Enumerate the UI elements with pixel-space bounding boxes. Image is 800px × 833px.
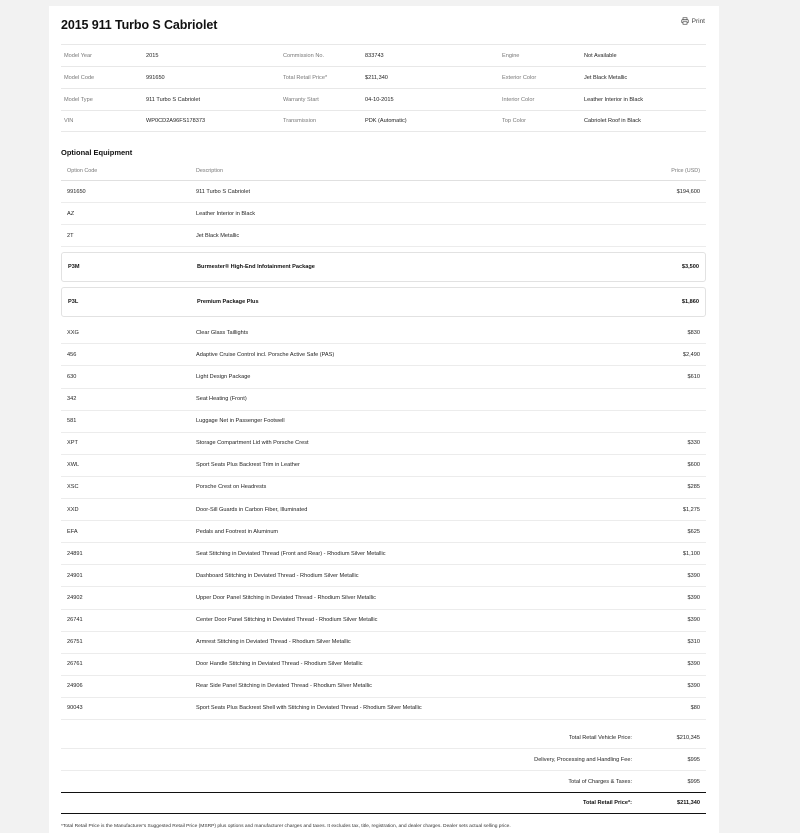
print-label: Print — [691, 17, 705, 25]
table-row — [61, 203, 706, 225]
spec-label: VIN — [64, 118, 74, 124]
option-code: 456 — [67, 351, 77, 358]
option-price: $3,500 — [681, 264, 699, 271]
option-description: Dashboard Stitching in Deviated Thread - Rhodium Silver Metallic — [196, 572, 359, 579]
option-code: XSC — [67, 484, 79, 491]
option-description: 911 Turbo S Cabriolet — [196, 188, 251, 195]
table-row — [61, 698, 706, 720]
table-row — [61, 610, 706, 632]
option-price: $1,860 — [681, 299, 699, 306]
table-row — [61, 389, 706, 411]
total-label: Total of Charges & Taxes: — [568, 778, 632, 785]
option-description: Armrest Stitching in Deviated Thread - Rhodium Silver Metallic — [196, 639, 351, 646]
table-row — [61, 477, 706, 499]
option-description: Sport Seats Plus Backrest Shell with Stitching in Deviated Thread - Rhodium Silver Metallic — [196, 705, 422, 712]
option-description: Porsche Crest on Headrests — [196, 484, 267, 491]
printer-icon — [681, 17, 689, 25]
table-row — [61, 366, 706, 388]
table-row — [61, 521, 706, 543]
option-code: AZ — [67, 210, 75, 217]
table-row — [61, 411, 706, 433]
spec-label: Model Type — [64, 96, 93, 103]
optional-equipment-table — [61, 161, 706, 720]
print-button[interactable] — [681, 17, 705, 25]
option-price: $1,100 — [682, 550, 700, 557]
option-description: Rear Side Panel Stitching in Deviated Thread - Rhodium Silver Metallic — [196, 683, 372, 690]
spec-row — [61, 66, 706, 88]
option-description: Seat Heating (Front) — [196, 396, 247, 403]
option-price: $310 — [687, 639, 700, 646]
option-description: Storage Compartment Lid with Porsche Crest — [196, 440, 309, 447]
price-footnote: *Total Retail Price is the Manufacturer's Suggested Retail Price (MSRP) plus options and manufacturer charges and taxes. It excludes tax, title, registration, and dealer charges. Dealer sets actual selling price. — [61, 824, 511, 829]
page-title: 2015 911 Turbo S Cabriolet — [61, 18, 218, 32]
grand-total-label: Total Retail Price*: — [582, 800, 632, 806]
option-description: Burmester® High-End Infotainment Package — [197, 264, 315, 271]
option-price: $285 — [687, 484, 700, 491]
spec-row — [61, 110, 706, 132]
option-price: $1,275 — [682, 506, 700, 513]
spec-value: $211,340 — [365, 74, 388, 81]
option-code: 2T — [67, 232, 74, 239]
option-code: 581 — [67, 418, 77, 425]
optional-equipment-title: Optional Equipment — [61, 148, 133, 157]
option-description: Sport Seats Plus Backrest Trim in Leather — [196, 462, 300, 469]
spec-value: 833743 — [365, 52, 384, 59]
table-row — [61, 181, 706, 203]
table-row — [61, 543, 706, 565]
option-description: Light Design Package — [196, 374, 251, 381]
option-code: 90043 — [67, 705, 83, 712]
option-code: 342 — [67, 396, 77, 403]
option-code: 26741 — [67, 617, 83, 624]
option-price: $390 — [687, 617, 700, 624]
spec-value: 04-10-2015 — [365, 96, 394, 103]
table-row — [61, 499, 706, 521]
spec-label: Warranty Start — [283, 96, 319, 103]
option-code: XPT — [67, 440, 78, 447]
total-row — [61, 771, 706, 793]
option-description: Center Door Panel Stitching in Deviated Thread - Rhodium Silver Metallic — [196, 617, 378, 624]
spec-value: 911 Turbo S Cabriolet — [146, 96, 201, 103]
option-code: EFA — [67, 528, 78, 535]
header-description: Description — [196, 167, 223, 174]
vehicle-specs — [61, 44, 706, 132]
option-description: Premium Package Plus — [197, 299, 259, 306]
header-option-code: Option Code — [67, 167, 98, 174]
table-header — [61, 161, 706, 181]
table-row — [61, 632, 706, 654]
spec-value: 991650 — [146, 74, 165, 81]
option-code: P3L — [68, 299, 79, 306]
package-row — [61, 287, 706, 317]
total-value: $995 — [687, 778, 700, 785]
option-price: $600 — [687, 462, 700, 469]
option-description: Leather Interior in Black — [196, 210, 256, 217]
option-code: 991650 — [67, 188, 86, 195]
option-price: $830 — [687, 329, 700, 336]
table-row — [61, 654, 706, 676]
option-price: $390 — [687, 683, 700, 690]
package-row — [61, 252, 706, 282]
spec-label: Top Color — [502, 118, 526, 124]
spec-value: PDK (Automatic) — [365, 118, 407, 124]
option-description: Door Handle Stitching in Deviated Thread - Rhodium Silver Metallic — [196, 661, 363, 668]
grand-total-value: $211,340 — [676, 800, 700, 806]
option-description: Jet Black Metallic — [196, 232, 240, 239]
spec-label: Commission No. — [283, 52, 325, 59]
option-price: $625 — [687, 528, 700, 535]
spec-value: Jet Black Metallic — [584, 74, 628, 81]
table-row — [61, 433, 706, 455]
table-row — [61, 587, 706, 609]
total-row — [61, 749, 706, 771]
spec-label: Interior Color — [502, 96, 535, 103]
option-code: XXG — [67, 329, 79, 336]
option-code: 26761 — [67, 661, 83, 668]
option-code: 24891 — [67, 550, 83, 557]
spec-value: Leather Interior in Black — [584, 96, 644, 103]
spec-label: Total Retail Price* — [283, 74, 328, 81]
spec-row — [61, 88, 706, 110]
option-price: $390 — [687, 594, 700, 601]
option-code: 26751 — [67, 639, 83, 646]
spec-label: Model Code — [64, 74, 95, 81]
option-code: 24902 — [67, 594, 83, 601]
spec-value: Not Available — [584, 52, 617, 59]
total-label: Total Retail Vehicle Price: — [568, 734, 632, 741]
spec-row — [61, 44, 706, 66]
spec-label: Model Year — [64, 52, 92, 59]
option-code: P3M — [68, 264, 80, 271]
option-price: $390 — [687, 661, 700, 668]
option-description: Luggage Net in Passenger Footwell — [196, 418, 285, 425]
option-price: $80 — [690, 705, 700, 712]
option-description: Seat Stitching in Deviated Thread (Front and Rear) - Rhodium Silver Metallic — [196, 550, 386, 557]
option-description: Door-Sill Guards in Carbon Fiber, Illuminated — [196, 506, 308, 513]
option-code: 630 — [67, 374, 77, 381]
option-description: Pedals and Footrest in Aluminum — [196, 528, 279, 535]
option-code: XXD — [67, 506, 79, 513]
table-row — [61, 676, 706, 698]
total-value: $995 — [687, 756, 700, 763]
price-totals — [61, 727, 706, 793]
spec-label: Engine — [502, 52, 520, 59]
option-price: $610 — [687, 374, 700, 381]
spec-value: 2015 — [146, 52, 159, 59]
option-code: XWL — [67, 462, 80, 469]
option-description: Adaptive Cruise Control incl. Porsche Active Safe (PAS) — [196, 351, 335, 358]
table-row — [61, 344, 706, 366]
option-price: $2,490 — [682, 351, 700, 358]
table-row — [61, 225, 706, 247]
option-price: $194,600 — [676, 188, 700, 195]
spec-value: Cabriolet Roof in Black — [584, 118, 641, 124]
option-price: $390 — [687, 572, 700, 579]
spec-label: Transmission — [283, 118, 317, 124]
option-description: Clear Glass Taillights — [196, 329, 249, 336]
total-label: Delivery, Processing and Handling Fee: — [534, 756, 632, 763]
grand-total — [61, 792, 706, 814]
option-price: $330 — [687, 440, 700, 447]
total-row — [61, 727, 706, 749]
option-code: 24906 — [67, 683, 83, 690]
vehicle-card — [49, 6, 719, 833]
total-value: $210,345 — [676, 734, 700, 741]
table-row — [61, 455, 706, 477]
spec-value: WP0CD2A96FS178373 — [146, 118, 206, 124]
option-code: 24901 — [67, 572, 83, 579]
option-description: Upper Door Panel Stitching in Deviated Thread - Rhodium Silver Metallic — [196, 594, 376, 601]
table-row — [61, 565, 706, 587]
table-row — [61, 322, 706, 344]
spec-label: Exterior Color — [502, 74, 537, 81]
header-price: Price (USD) — [671, 167, 700, 174]
